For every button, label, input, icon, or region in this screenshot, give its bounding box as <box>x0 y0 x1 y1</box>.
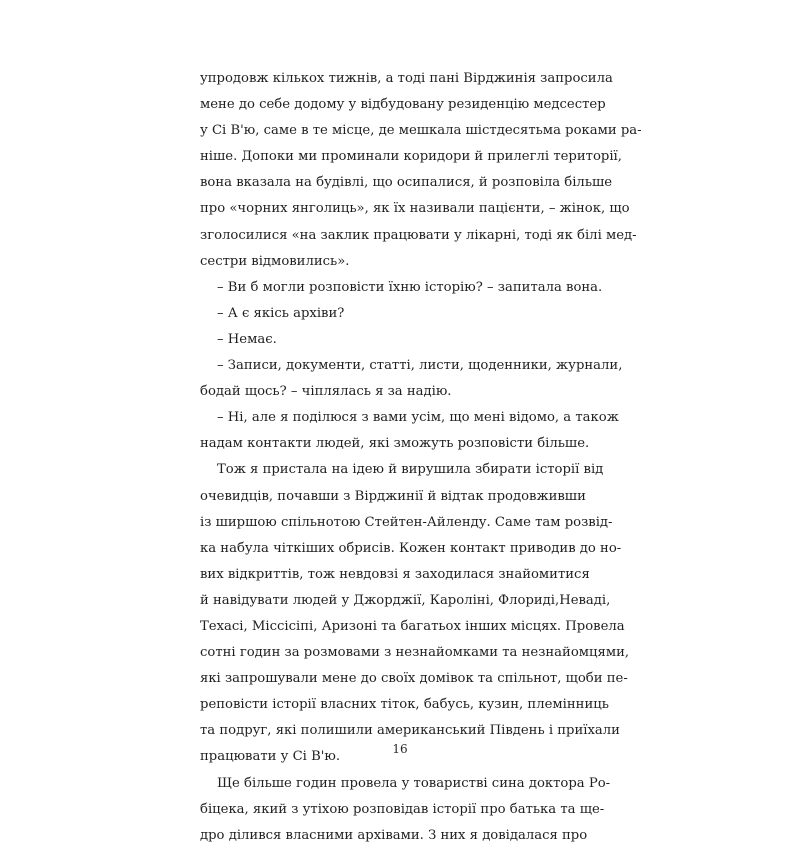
text-line: Техасі, Міссісіпі, Аризоні та багатьох інших місцях. Провела <box>200 618 625 634</box>
text-line: очевидців, почавши з Вірджинії й відтак продовживши <box>200 488 586 504</box>
text-line: й навідувати людей у Джорджії, Кароліні, Флориді,Неваді, <box>200 592 611 608</box>
text-line: про «чорних янголиць», як їх називали пацієнти, – жінок, що <box>200 201 630 217</box>
text-line: сестри відмовились». <box>200 253 350 269</box>
paragraph-first-line: Ще більше годин провела у товаристві сина доктора Ро- <box>217 775 611 791</box>
text-line: дро ділився власними архівами. З них я довідалася про <box>200 827 588 843</box>
dialogue-line: – Ні, але я поділюся з вами усім, що мені відомо, а також <box>217 410 619 426</box>
text-line: ка набула чіткіших обрисів. Кожен контакт приводив до но- <box>200 540 622 556</box>
text-line: бодай щось? – чіплялась я за надію. <box>200 384 452 400</box>
text-line: біцека, який з утіхою розповідав історії про батька та ще- <box>200 801 605 817</box>
text-line: які запрошували мене до своїх домівок та спільнот, щоби пе- <box>200 671 628 687</box>
text-line: у Сі В'ю, саме в те місце, де мешкала шістдесятьма роками ра- <box>200 123 642 139</box>
paragraph-first-line: Тож я пристала на ідею й вирушила збирати історії від <box>217 462 604 478</box>
dialogue-line: – Записи, документи, статті, листи, щоденники, журнали, <box>217 358 623 374</box>
text-line: вона вказала на будівлі, що осипалися, й розповіла більше <box>200 175 613 191</box>
dialogue-line: – Немає. <box>217 331 277 347</box>
text-line: вих відкриттів, тож невдовзі я заходилася знайомитися <box>200 566 590 582</box>
text-line: із ширшою спільнотою Стейтен-Айленду. Саме там розвід- <box>200 514 613 530</box>
body-text <box>200 66 642 849</box>
text-line: сотні годин за розмовами з незнайомками та незнайомцями, <box>200 645 630 661</box>
text-line: реповісти історії власних тіток, бабусь, кузин, племінниць <box>200 697 609 713</box>
dialogue-line: – А є якісь архіви? <box>217 305 345 321</box>
text-line: надам контакти людей, які зможуть розповісти більше. <box>200 436 590 452</box>
text-line: та подруг, які полишили американський Південь і приїхали <box>200 723 620 739</box>
dialogue-line: – Ви б могли розповісти їхню історію? – запитала вона. <box>217 279 603 295</box>
text-line: ніше. Допоки ми проминали коридори й прилеглі території, <box>200 149 622 165</box>
text-line: мене до себе додому у відбудовану резиденцію медсестер <box>200 97 606 113</box>
text-line: зголосилися «на заклик працювати у лікарні, тоді як білі мед- <box>200 227 637 243</box>
page-number: 16 <box>392 742 408 756</box>
text-line: працювати у Сі В'ю. <box>200 749 341 765</box>
text-line: упродовж кількох тижнів, а тоді пані Вірджинія запросила <box>200 71 613 86</box>
